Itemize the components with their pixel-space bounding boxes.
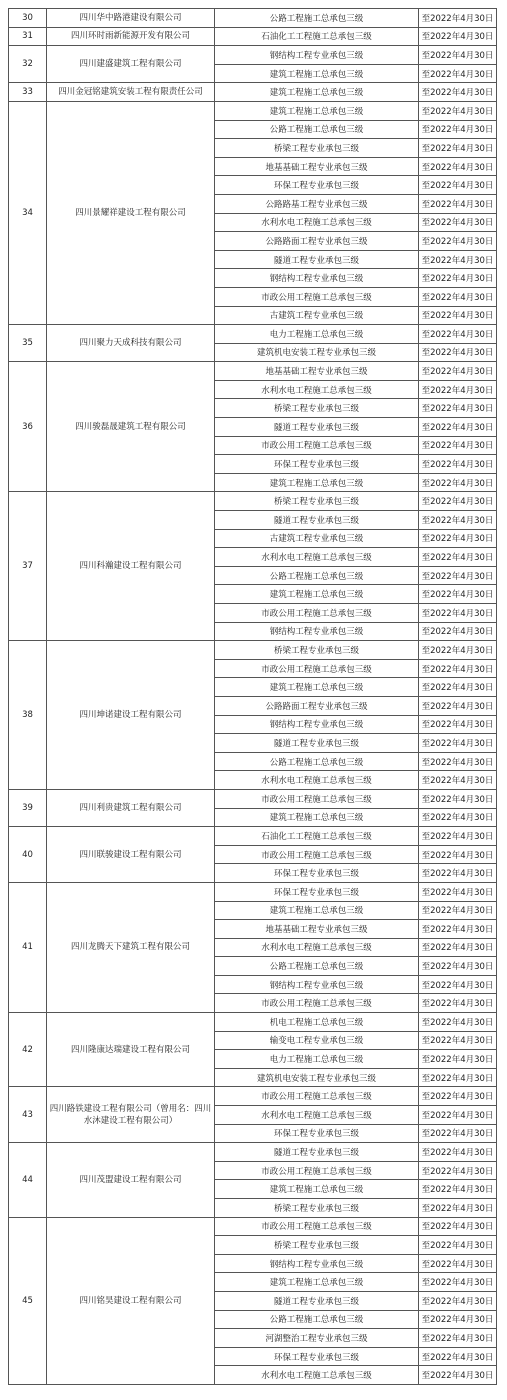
qualification-cell: 古建筑工程专业承包三级 xyxy=(215,529,419,548)
qualification-cell: 市政公用工程施工总承包三级 xyxy=(215,1161,419,1180)
company-name-cell: 四川科瀚建设工程有限公司 xyxy=(47,492,215,641)
validity-date-cell: 至2022年4月30日 xyxy=(419,696,497,715)
table-row xyxy=(9,641,497,660)
qualification-cell: 桥梁工程专业承包三级 xyxy=(215,492,419,511)
validity-date-cell: 至2022年4月30日 xyxy=(419,566,497,585)
validity-date-cell: 至2022年4月30日 xyxy=(419,473,497,492)
validity-date-cell: 至2022年4月30日 xyxy=(419,455,497,474)
table-row xyxy=(9,325,497,344)
validity-date-cell: 至2022年4月30日 xyxy=(419,641,497,660)
validity-date-cell: 至2022年4月30日 xyxy=(419,213,497,232)
qualification-cell: 公路工程施工总承包三级 xyxy=(215,566,419,585)
table-row xyxy=(9,882,497,901)
serial-number-cell: 31 xyxy=(9,27,47,46)
qualification-cell: 市政公用工程施工总承包三级 xyxy=(215,287,419,306)
validity-date-cell: 至2022年4月30日 xyxy=(419,1106,497,1125)
serial-number-cell: 41 xyxy=(9,882,47,1012)
validity-date-cell: 至2022年4月30日 xyxy=(419,808,497,827)
serial-number-cell: 36 xyxy=(9,362,47,492)
qualification-cell: 钢结构工程专业承包三级 xyxy=(215,46,419,65)
qualification-cell: 隧道工程专业承包三级 xyxy=(215,734,419,753)
validity-date-cell: 至2022年4月30日 xyxy=(419,529,497,548)
validity-date-cell: 至2022年4月30日 xyxy=(419,585,497,604)
company-name-cell: 四川骏磊晟建筑工程有限公司 xyxy=(47,362,215,492)
validity-date-cell: 至2022年4月30日 xyxy=(419,1254,497,1273)
qualification-cell: 环保工程专业承包三级 xyxy=(215,864,419,883)
qualification-table xyxy=(8,8,497,1385)
table-row xyxy=(9,1143,497,1162)
validity-date-cell: 至2022年4月30日 xyxy=(419,1273,497,1292)
serial-number-cell: 32 xyxy=(9,46,47,83)
qualification-cell: 水利水电工程施工总承包三级 xyxy=(215,771,419,790)
validity-date-cell: 至2022年4月30日 xyxy=(419,287,497,306)
validity-date-cell: 至2022年4月30日 xyxy=(419,101,497,120)
qualification-cell: 钢结构工程专业承包三级 xyxy=(215,269,419,288)
qualification-cell: 建筑工程施工总承包三级 xyxy=(215,64,419,83)
qualification-cell: 输变电工程专业承包三级 xyxy=(215,1031,419,1050)
serial-number-cell: 42 xyxy=(9,1013,47,1087)
company-name-cell: 四川利贵建筑工程有限公司 xyxy=(47,789,215,826)
company-name-cell: 四川金冠铭建筑安装工程有限责任公司 xyxy=(47,83,215,102)
qualification-cell: 桥梁工程专业承包三级 xyxy=(215,1236,419,1255)
validity-date-cell: 至2022年4月30日 xyxy=(419,938,497,957)
qualification-cell: 石油化工工程施工总承包三级 xyxy=(215,827,419,846)
qualification-cell: 钢结构工程专业承包三级 xyxy=(215,975,419,994)
validity-date-cell: 至2022年4月30日 xyxy=(419,157,497,176)
validity-date-cell: 至2022年4月30日 xyxy=(419,250,497,269)
qualification-cell: 环保工程专业承包三级 xyxy=(215,882,419,901)
qualification-cell: 市政公用工程施工总承包三级 xyxy=(215,994,419,1013)
validity-date-cell: 至2022年4月30日 xyxy=(419,1050,497,1069)
qualification-cell: 环保工程专业承包三级 xyxy=(215,176,419,195)
validity-date-cell: 至2022年4月30日 xyxy=(419,604,497,623)
validity-date-cell: 至2022年4月30日 xyxy=(419,194,497,213)
qualification-cell: 公路路面工程专业承包三级 xyxy=(215,696,419,715)
qualification-cell: 公路工程施工总承包三级 xyxy=(215,957,419,976)
qualification-cell: 地基基础工程专业承包三级 xyxy=(215,920,419,939)
qualification-cell: 建筑工程施工总承包三级 xyxy=(215,101,419,120)
table-row xyxy=(9,789,497,808)
validity-date-cell: 至2022年4月30日 xyxy=(419,436,497,455)
validity-date-cell: 至2022年4月30日 xyxy=(419,622,497,641)
qualification-table-container xyxy=(8,8,496,1385)
serial-number-cell: 45 xyxy=(9,1217,47,1384)
qualification-cell: 公路路基工程专业承包三级 xyxy=(215,194,419,213)
validity-date-cell: 至2022年4月30日 xyxy=(419,1329,497,1348)
qualification-cell: 建筑工程施工总承包三级 xyxy=(215,678,419,697)
qualification-cell: 桥梁工程专业承包三级 xyxy=(215,139,419,158)
validity-date-cell: 至2022年4月30日 xyxy=(419,1291,497,1310)
serial-number-cell: 44 xyxy=(9,1143,47,1217)
validity-date-cell: 至2022年4月30日 xyxy=(419,1366,497,1385)
qualification-cell: 市政公用工程施工总承包三级 xyxy=(215,845,419,864)
qualification-cell: 市政公用工程施工总承包三级 xyxy=(215,436,419,455)
qualification-cell: 公路工程施工总承包三级 xyxy=(215,1310,419,1329)
qualification-cell: 机电工程施工总承包三级 xyxy=(215,1013,419,1032)
serial-number-cell: 37 xyxy=(9,492,47,641)
validity-date-cell: 至2022年4月30日 xyxy=(419,511,497,530)
company-name-cell: 四川联骏建设工程有限公司 xyxy=(47,827,215,883)
qualification-cell: 建筑机电安装工程专业承包三级 xyxy=(215,343,419,362)
qualification-cell: 钢结构工程专业承包三级 xyxy=(215,715,419,734)
qualification-cell: 环保工程专业承包三级 xyxy=(215,1124,419,1143)
qualification-cell: 环保工程专业承包三级 xyxy=(215,1347,419,1366)
validity-date-cell: 至2022年4月30日 xyxy=(419,1199,497,1218)
validity-date-cell: 至2022年4月30日 xyxy=(419,957,497,976)
qualification-cell: 电力工程施工总承包三级 xyxy=(215,325,419,344)
validity-date-cell: 至2022年4月30日 xyxy=(419,1087,497,1106)
validity-date-cell: 至2022年4月30日 xyxy=(419,139,497,158)
qualification-cell: 建筑工程施工总承包三级 xyxy=(215,1180,419,1199)
qualification-cell: 建筑工程施工总承包三级 xyxy=(215,83,419,102)
serial-number-cell: 33 xyxy=(9,83,47,102)
qualification-cell: 桥梁工程专业承包三级 xyxy=(215,1199,419,1218)
company-name-cell: 四川龙腾天下建筑工程有限公司 xyxy=(47,882,215,1012)
company-name-cell: 四川茂盟建设工程有限公司 xyxy=(47,1143,215,1217)
validity-date-cell: 至2022年4月30日 xyxy=(419,64,497,83)
validity-date-cell: 至2022年4月30日 xyxy=(419,864,497,883)
qualification-cell: 桥梁工程专业承包三级 xyxy=(215,399,419,418)
validity-date-cell: 至2022年4月30日 xyxy=(419,994,497,1013)
qualification-cell: 环保工程专业承包三级 xyxy=(215,455,419,474)
table-row xyxy=(9,362,497,381)
validity-date-cell: 至2022年4月30日 xyxy=(419,752,497,771)
validity-date-cell: 至2022年4月30日 xyxy=(419,901,497,920)
company-name-cell: 四川隆康达瑞建设工程有限公司 xyxy=(47,1013,215,1087)
company-name-cell: 四川坤诺建设工程有限公司 xyxy=(47,641,215,790)
validity-date-cell: 至2022年4月30日 xyxy=(419,1347,497,1366)
qualification-cell: 古建筑工程专业承包三级 xyxy=(215,306,419,325)
validity-date-cell: 至2022年4月30日 xyxy=(419,120,497,139)
validity-date-cell: 至2022年4月30日 xyxy=(419,715,497,734)
qualification-cell: 公路工程施工总承包三级 xyxy=(215,120,419,139)
validity-date-cell: 至2022年4月30日 xyxy=(419,659,497,678)
table-row xyxy=(9,9,497,28)
qualification-cell: 建筑工程施工总承包三级 xyxy=(215,585,419,604)
qualification-cell: 建筑机电安装工程专业承包三级 xyxy=(215,1068,419,1087)
validity-date-cell: 至2022年4月30日 xyxy=(419,232,497,251)
qualification-cell: 水利水电工程施工总承包三级 xyxy=(215,1366,419,1385)
serial-number-cell: 35 xyxy=(9,325,47,362)
qualification-cell: 市政公用工程施工总承包三级 xyxy=(215,789,419,808)
table-row xyxy=(9,1013,497,1032)
validity-date-cell: 至2022年4月30日 xyxy=(419,1161,497,1180)
company-name-cell: 四川建盛建筑工程有限公司 xyxy=(47,46,215,83)
serial-number-cell: 30 xyxy=(9,9,47,28)
validity-date-cell: 至2022年4月30日 xyxy=(419,46,497,65)
validity-date-cell: 至2022年4月30日 xyxy=(419,9,497,28)
qualification-cell: 地基基础工程专业承包三级 xyxy=(215,362,419,381)
validity-date-cell: 至2022年4月30日 xyxy=(419,1031,497,1050)
validity-date-cell: 至2022年4月30日 xyxy=(419,27,497,46)
table-row xyxy=(9,46,497,65)
serial-number-cell: 43 xyxy=(9,1087,47,1143)
company-name-cell: 四川铭昊建设工程有限公司 xyxy=(47,1217,215,1384)
qualification-cell: 水利水电工程施工总承包三级 xyxy=(215,1106,419,1125)
validity-date-cell: 至2022年4月30日 xyxy=(419,418,497,437)
validity-date-cell: 至2022年4月30日 xyxy=(419,975,497,994)
validity-date-cell: 至2022年4月30日 xyxy=(419,380,497,399)
serial-number-cell: 34 xyxy=(9,101,47,324)
validity-date-cell: 至2022年4月30日 xyxy=(419,83,497,102)
qualification-cell: 桥梁工程专业承包三级 xyxy=(215,641,419,660)
company-name-cell: 四川环时雨新能源开发有限公司 xyxy=(47,27,215,46)
validity-date-cell: 至2022年4月30日 xyxy=(419,678,497,697)
table-row xyxy=(9,83,497,102)
qualification-table-body xyxy=(9,9,497,1385)
qualification-cell: 市政公用工程施工总承包三级 xyxy=(215,659,419,678)
qualification-cell: 钢结构工程专业承包三级 xyxy=(215,1254,419,1273)
table-row xyxy=(9,827,497,846)
validity-date-cell: 至2022年4月30日 xyxy=(419,920,497,939)
qualification-cell: 建筑工程施工总承包三级 xyxy=(215,1273,419,1292)
qualification-cell: 隧道工程专业承包三级 xyxy=(215,418,419,437)
validity-date-cell: 至2022年4月30日 xyxy=(419,1013,497,1032)
validity-date-cell: 至2022年4月30日 xyxy=(419,399,497,418)
qualification-cell: 建筑工程施工总承包三级 xyxy=(215,473,419,492)
validity-date-cell: 至2022年4月30日 xyxy=(419,1180,497,1199)
company-name-cell: 四川聚力天成科技有限公司 xyxy=(47,325,215,362)
validity-date-cell: 至2022年4月30日 xyxy=(419,845,497,864)
validity-date-cell: 至2022年4月30日 xyxy=(419,176,497,195)
qualification-cell: 建筑工程施工总承包三级 xyxy=(215,901,419,920)
validity-date-cell: 至2022年4月30日 xyxy=(419,492,497,511)
qualification-cell: 石油化工工程施工总承包三级 xyxy=(215,27,419,46)
validity-date-cell: 至2022年4月30日 xyxy=(419,343,497,362)
qualification-cell: 公路工程施工总承包三级 xyxy=(215,9,419,28)
validity-date-cell: 至2022年4月30日 xyxy=(419,1124,497,1143)
company-name-cell: 四川路铁建设工程有限公司（曾用名：四川水沐建设工程有限公司） xyxy=(47,1087,215,1143)
validity-date-cell: 至2022年4月30日 xyxy=(419,306,497,325)
table-row xyxy=(9,27,497,46)
serial-number-cell: 39 xyxy=(9,789,47,826)
table-row xyxy=(9,101,497,120)
qualification-cell: 地基基础工程专业承包三级 xyxy=(215,157,419,176)
qualification-cell: 公路工程施工总承包三级 xyxy=(215,752,419,771)
company-name-cell: 四川华中路港建设有限公司 xyxy=(47,9,215,28)
qualification-cell: 水利水电工程施工总承包三级 xyxy=(215,380,419,399)
validity-date-cell: 至2022年4月30日 xyxy=(419,827,497,846)
qualification-cell: 隧道工程专业承包三级 xyxy=(215,511,419,530)
qualification-cell: 水利水电工程施工总承包三级 xyxy=(215,213,419,232)
validity-date-cell: 至2022年4月30日 xyxy=(419,1217,497,1236)
table-row xyxy=(9,1087,497,1106)
qualification-cell: 隧道工程专业承包三级 xyxy=(215,1291,419,1310)
company-name-cell: 四川景耀祥建设工程有限公司 xyxy=(47,101,215,324)
qualification-cell: 水利水电工程施工总承包三级 xyxy=(215,938,419,957)
qualification-cell: 钢结构工程专业承包三级 xyxy=(215,622,419,641)
validity-date-cell: 至2022年4月30日 xyxy=(419,771,497,790)
qualification-cell: 市政公用工程施工总承包三级 xyxy=(215,604,419,623)
qualification-cell: 电力工程施工总承包三级 xyxy=(215,1050,419,1069)
qualification-cell: 市政公用工程施工总承包三级 xyxy=(215,1087,419,1106)
qualification-cell: 隧道工程专业承包三级 xyxy=(215,1143,419,1162)
qualification-cell: 公路路面工程专业承包三级 xyxy=(215,232,419,251)
table-row xyxy=(9,1217,497,1236)
validity-date-cell: 至2022年4月30日 xyxy=(419,325,497,344)
serial-number-cell: 38 xyxy=(9,641,47,790)
validity-date-cell: 至2022年4月30日 xyxy=(419,734,497,753)
table-row xyxy=(9,492,497,511)
qualification-cell: 市政公用工程施工总承包三级 xyxy=(215,1217,419,1236)
qualification-cell: 隧道工程专业承包三级 xyxy=(215,250,419,269)
qualification-cell: 河湖整治工程专业承包三级 xyxy=(215,1329,419,1348)
validity-date-cell: 至2022年4月30日 xyxy=(419,362,497,381)
validity-date-cell: 至2022年4月30日 xyxy=(419,1068,497,1087)
validity-date-cell: 至2022年4月30日 xyxy=(419,269,497,288)
validity-date-cell: 至2022年4月30日 xyxy=(419,1236,497,1255)
validity-date-cell: 至2022年4月30日 xyxy=(419,1143,497,1162)
validity-date-cell: 至2022年4月30日 xyxy=(419,789,497,808)
validity-date-cell: 至2022年4月30日 xyxy=(419,548,497,567)
validity-date-cell: 至2022年4月30日 xyxy=(419,882,497,901)
serial-number-cell: 40 xyxy=(9,827,47,883)
qualification-cell: 建筑工程施工总承包三级 xyxy=(215,808,419,827)
validity-date-cell: 至2022年4月30日 xyxy=(419,1310,497,1329)
qualification-cell: 水利水电工程施工总承包三级 xyxy=(215,548,419,567)
